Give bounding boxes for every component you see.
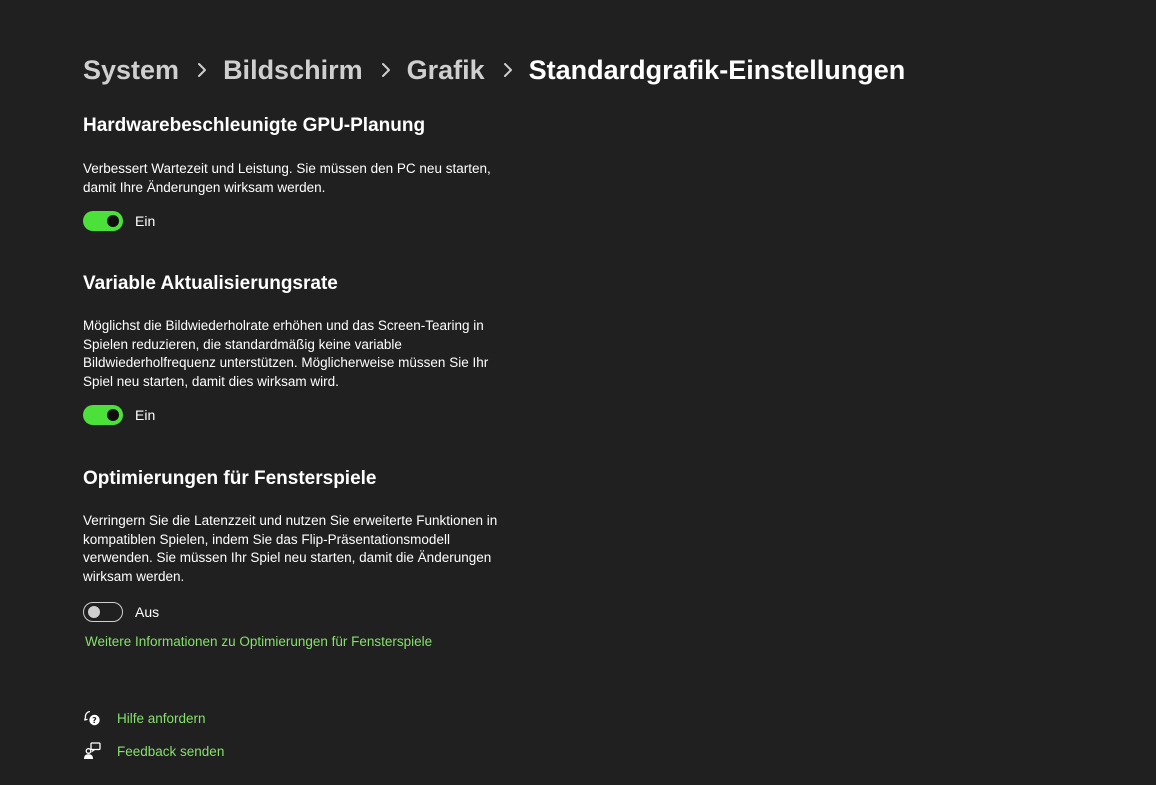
- section-description: Verringern Sie die Latenzzeit und nutzen Sie erweiterte Funktionen in kompatiblen Spielen, indem Sie das Flip-Präsentationsmodell verwenden. Sie müssen Ihr Spiel neu starten, damit die Änderungen wirksam werden.: [83, 513, 498, 584]
- toggle-state-label: Ein: [135, 407, 156, 424]
- section-title: Hardwarebeschleunigte GPU-Planung: [83, 115, 426, 136]
- feedback-link-label[interactable]: Feedback senden: [117, 743, 225, 759]
- section-variable-refresh-rate: [83, 272, 523, 425]
- feedback-link[interactable]: [83, 741, 224, 761]
- variable-refresh-rate-toggle[interactable]: [83, 405, 123, 425]
- feedback-icon: [83, 742, 101, 760]
- section-description: Verbessert Wartezeit und Leistung. Sie müssen den PC neu starten, damit Ihre Änderungen wirksam werden.: [83, 161, 491, 195]
- help-icon: [83, 709, 101, 727]
- gpu-scheduling-toggle[interactable]: [83, 211, 123, 231]
- chevron-right-icon: [195, 62, 209, 78]
- section-description: Möglichst die Bildwiederholrate erhöhen und das Screen-Tearing in Spielen reduzieren, die standardmäßig keine variable Bildwiederholfrequenz unterstützen. Möglicherweise müssen Sie Ihr Spiel neu starten, damit dies wirksam wird.: [83, 318, 489, 389]
- toggle-row: [83, 405, 523, 425]
- section-title: Variable Aktualisierungsrate: [83, 273, 338, 294]
- svg-text:?: ?: [92, 716, 97, 725]
- section-gpu-scheduling: [83, 114, 523, 231]
- toggle-knob: [107, 215, 119, 227]
- breadcrumb: [83, 52, 905, 88]
- toggle-row: [83, 602, 523, 622]
- section-title: Optimierungen für Fensterspiele: [83, 468, 377, 489]
- chevron-right-icon: [501, 62, 515, 78]
- help-link-label[interactable]: Hilfe anfordern: [117, 710, 206, 726]
- toggle-knob: [88, 606, 100, 618]
- help-link[interactable]: [83, 708, 206, 728]
- toggle-state-label: Ein: [135, 213, 156, 230]
- toggle-state-label: Aus: [135, 604, 160, 621]
- section-windowed-game-optimizations: [83, 467, 523, 651]
- chevron-right-icon: [379, 62, 393, 78]
- toggle-knob: [107, 409, 119, 421]
- windowed-game-optimizations-toggle[interactable]: [83, 602, 123, 622]
- breadcrumb-item-grafik[interactable]: Grafik: [406, 55, 485, 85]
- page-title: Standardgrafik-Einstellungen: [528, 55, 906, 85]
- toggle-row: [83, 211, 523, 231]
- breadcrumb-item-system[interactable]: System: [83, 55, 180, 85]
- breadcrumb-item-bildschirm[interactable]: Bildschirm: [223, 55, 363, 85]
- learn-more-link[interactable]: Weitere Informationen zu Optimierungen für Fensterspiele: [85, 634, 433, 650]
